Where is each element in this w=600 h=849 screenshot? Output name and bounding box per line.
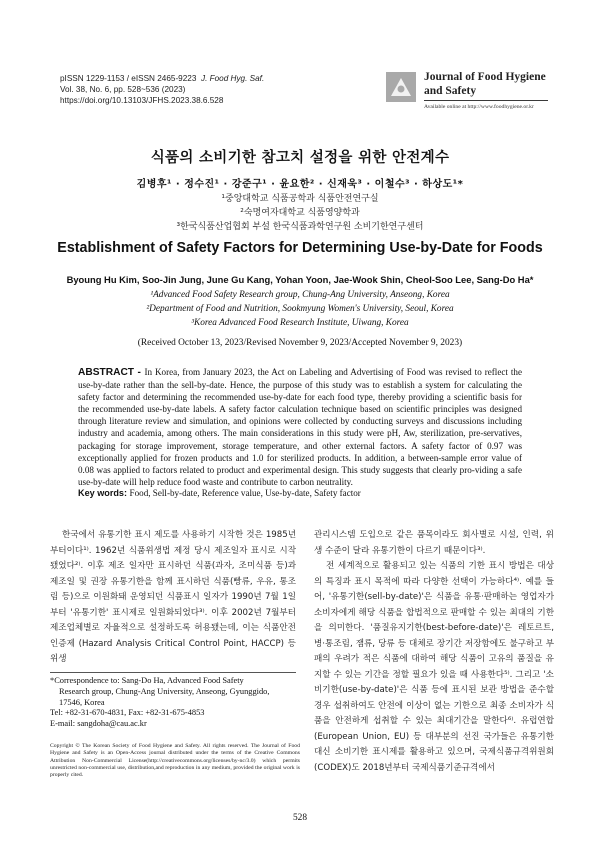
- page-number: 528: [292, 813, 308, 823]
- logo-url[interactable]: Available online at http://www.foodhygiene.or.kr: [424, 104, 534, 110]
- journal-logo: [386, 70, 550, 114]
- correspondence: *Correspondence to: Sang-Do Ha, Advanced Food Safety Research group, Chung-Ang University, Anseong, Gyunggido, 17546, Korea Tel: +82-31-670-4831, Fax: +82-31-675-4853 E-mail: sangdoha@cau.ac.kr: [50, 676, 298, 730]
- korean-affiliation-2: ²숙명여자대학교 식품영양학과: [240, 208, 360, 218]
- volume-line: Vol. 38, No. 6, pp. 528~536 (2023): [60, 85, 186, 94]
- korean-title: 식품의 소비기한 참고치 설정을 위한 안전계수: [150, 150, 450, 166]
- keywords-text: Food, Sell-by-date, Reference value, Use-by-date, Safety factor: [129, 488, 361, 498]
- journal-abbrev: J. Food Hyg. Saf.: [200, 74, 265, 83]
- right-column-body: [314, 528, 554, 776]
- journal-logo-icon: [386, 72, 416, 102]
- keywords-label: Key words:: [78, 488, 130, 498]
- english-affiliation-3: ³Korea Advanced Food Research Institute, Uiwang, Korea: [191, 318, 409, 328]
- keywords: [78, 488, 361, 498]
- body-paragraph: 관리시스템 도입으로 같은 품목이라도 회사별로 시설, 인력, 위생 수준이 달라 유통기한이 다르기 때문이다³⁾.: [314, 530, 554, 556]
- logo-divider: [424, 100, 548, 101]
- logo-title: Journal of Food Hygiene and Safety: [424, 71, 546, 97]
- journal-metadata: [60, 73, 264, 106]
- left-column-body: [50, 528, 296, 668]
- issn: pISSN 1229-1153 / eISSN 2465-9223: [60, 74, 197, 83]
- abstract: [78, 366, 522, 488]
- korean-affiliation-3: ³한국식품산업협회 부설 한국식품과학연구원 소비기한연구센터: [176, 222, 424, 232]
- korean-authors: 김병후¹ · 정수진¹ · 강준구¹ · 윤요한² · 신재욱³ · 이철수³ · 하상도¹*: [136, 179, 464, 190]
- english-title: Establishment of Safety Factors for Determining Use-by-Date for Foods: [57, 240, 543, 256]
- doi-link[interactable]: https://doi.org/10.13103/JFHS.2023.38.6.528: [60, 96, 224, 105]
- received-dates: (Received October 13, 2023/Revised November 9, 2023/Accepted November 9, 2023): [137, 338, 463, 348]
- copyright-notice: Copyright © The Korean Society of Food Hygiene and Safety. All rights reserved. The Journal of Food Hygiene and Safety is an Open-Access journal distributed under the terms of the Creative Commons Attribution Non-Commercial License(http://creativecommons.org/licenses/by-nc/3.0) which permits unrestricted non-commercial use, distribution,and reproduction in any medium, provided the original work is properly cited.: [50, 743, 300, 779]
- english-affiliation-1: ¹Advanced Food Safety Research group, Chung-Ang University, Anseong, Korea: [150, 290, 450, 300]
- korean-affiliation-1: ¹중앙대학교 식품공학과 식품안전연구실: [221, 194, 379, 204]
- body-paragraph: 한국에서 유통기한 표시 제도를 사용하기 시작한 것은 1985년부터이다¹⁾. 1962년 식품위생법 제정 당시 제조일자 표시로 시작됐었다²⁾. 이후 제조 일자만 표시하던 식품(과자, 조미식품 등)과 제조일 및 권장 유통기한을 함께 표시하던 식품(빵류, 우유, 통조림 등)으로 이원화돼 운영되던 식품표시 일자가 1990년 7월 1일부터 '유통기한' 표시제로 일원화되었다³⁾. 이후 2002년 7월부터 제조업체별로 자율적으로 설정하도록 허용됐는데, 이는 식품안전인증제 (Hazard Analysis Critical Control Point, HACCP) 등 위생: [50, 530, 296, 664]
- abstract-heading: ABSTRACT -: [78, 367, 145, 378]
- footnote-divider: [50, 672, 296, 673]
- body-paragraph: 전 세계적으로 활용되고 있는 식품의 기한 표시 방법은 대상의 특징과 표시 목적에 따라 다양한 선택이 가능하다⁴⁾. 예를 들어, '유통기한(sell-by-date)'은 식품을 유통·판매하는 영업자가 소비자에게 해당 식품을 합법적으로 판매할 수 있는 최대의 기한을 의미한다. '품질유지기한(best-before-date)'은 레토르트, 병·통조림, 잼류, 당류 등 대체로 장기간 저장함에도 불구하고 부패의 우려가 적은 식품에 대하여 해당 식품이 고유의 품질을 유지할 수 있는 기간을 정할 필요가 있을 때 사용한다⁵⁾. 그리고 '소비기한(use-by-date)'은 식품 등에 표시된 보관 방법을 준수할 경우 섭취하여도 안전에 이상이 없는 기한으로 최종 소비자가 식품을 안전하게 섭취할 수 있는 최대기간을 말한다⁶⁾. 유럽연합(European Union, EU) 등 대부분의 선진 국가들은 유통기한 대신 소비기한 표시제를 활용하고 있으며, 국제식품규격위원회(CODEX)도 2018년부터 국제식품기준규격에서: [314, 561, 554, 773]
- english-affiliation-2: ²Department of Food and Nutrition, Sookmyung Women's University, Seoul, Korea: [146, 304, 454, 314]
- abstract-body: In Korea, from January 2023, the Act on Labeling and Advertising of Food was revised to reflect the use-by-date rather than the sell-by-date. Hence, the purpose of this study was to establish a system for calculating the safety factor and determining the recommended use-by-date for each food type, thereby providing a scientific basis for the recommended use-by-date labels. A safety factor calculation technique based on scientific principles was designed through literature review and simulation, and opinions were collected by conducting surveys and discussions including industry and academia, among others. The main considerations in this study were pH, Aw, sterilization, pre-servatives, packaging for storage improvement, storage temperature, and other external factors. A safety factor of 0.97 was exceptionally applied for frozen products and 1.0 for sterilized products. In addition, a between-sample error value of 0.08 was applied to factors related to product and experimental design. This study suggests that clearly pro-viding a safe use-by-date will help reduce food waste and contribute to carbon neutrality.: [78, 367, 522, 487]
- email[interactable]: E-mail: sangdoha@cau.ac.kr: [50, 719, 147, 729]
- english-authors: Byoung Hu Kim, Soo-Jin Jung, June Gu Kang, Yohan Yoon, Jae-Wook Shin, Cheol-Soo Lee, Sang-Do Ha*: [66, 274, 534, 285]
- tel-fax: Tel: +82-31-670-4831, Fax: +82-31-675-4853: [50, 708, 205, 718]
